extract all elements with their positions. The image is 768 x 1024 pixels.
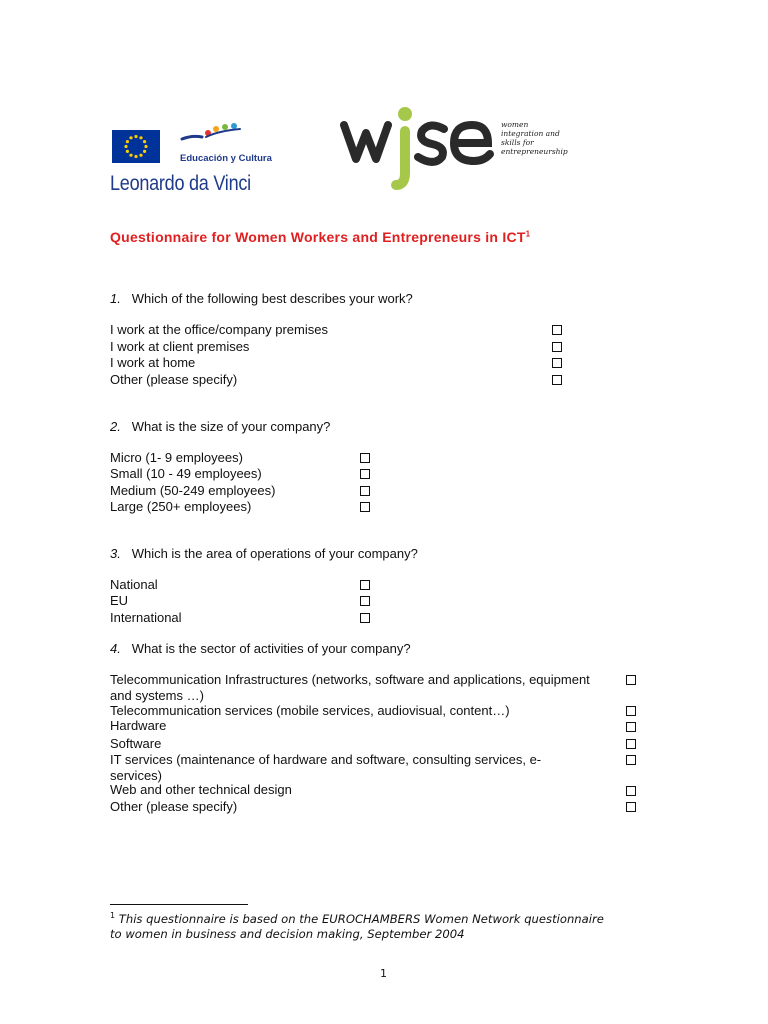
option-label: I work at home bbox=[110, 355, 196, 370]
question-text: What is the sector of activities of your company? bbox=[131, 641, 411, 656]
wise-tagline-line: women bbox=[501, 120, 529, 129]
checkbox[interactable] bbox=[360, 469, 370, 479]
eu-flag-logo bbox=[112, 130, 160, 163]
title-footnote-ref: 1 bbox=[525, 229, 531, 239]
option-label: IT services (maintenance of hardware and software, consulting services, e-services) bbox=[110, 752, 542, 783]
question-number: 3. bbox=[110, 546, 121, 561]
option-label: National bbox=[110, 577, 158, 592]
option-label: Large (250+ employees) bbox=[110, 499, 252, 514]
wise-tagline-line: entrepreneurship bbox=[501, 147, 568, 156]
checkbox[interactable] bbox=[552, 358, 562, 368]
question-number: 2. bbox=[110, 419, 121, 434]
education-culture-swoosh-logo bbox=[180, 121, 246, 145]
question-3-heading bbox=[110, 546, 418, 561]
programme-name: Leonardo da Vinci bbox=[110, 172, 251, 195]
option-label: I work at client premises bbox=[110, 339, 250, 354]
option-label: Software bbox=[110, 736, 162, 751]
checkbox[interactable] bbox=[360, 613, 370, 623]
question-number: 1. bbox=[110, 291, 121, 306]
title-text: Questionnaire for Women Workers and Entrepreneurs in ICT bbox=[110, 229, 526, 245]
question-1-heading bbox=[110, 291, 413, 306]
checkbox[interactable] bbox=[626, 675, 636, 685]
option-label: Hardware bbox=[110, 718, 167, 733]
checkbox[interactable] bbox=[360, 502, 370, 512]
option-label: Small (10 - 49 employees) bbox=[110, 466, 262, 481]
checkbox[interactable] bbox=[626, 739, 636, 749]
checkbox[interactable] bbox=[626, 706, 636, 716]
checkbox[interactable] bbox=[626, 722, 636, 732]
wise-tagline-line: integration and bbox=[501, 129, 560, 138]
checkbox[interactable] bbox=[626, 755, 636, 765]
question-text: What is the size of your company? bbox=[131, 419, 331, 434]
checkbox[interactable] bbox=[552, 342, 562, 352]
footnote-marker: 1 bbox=[110, 911, 116, 920]
footnote-text: This questionnaire is based on the EUROCHAMBERS Women Network questionnaire to women in business and decision making, September 2004 bbox=[110, 911, 604, 941]
option-label: EU bbox=[110, 593, 129, 608]
question-2-heading bbox=[110, 419, 330, 434]
footnote-separator bbox=[110, 904, 248, 905]
option-label: I work at the office/company premises bbox=[110, 322, 328, 337]
page-number: 1 bbox=[380, 967, 387, 980]
option-label: International bbox=[110, 610, 182, 625]
checkbox[interactable] bbox=[552, 375, 562, 385]
department-label: Educación y Cultura bbox=[180, 153, 272, 164]
option-label: Telecommunication Infrastructures (networks, software and applications, equipment and systems …) bbox=[110, 672, 590, 703]
checkbox[interactable] bbox=[360, 580, 370, 590]
question-text: Which is the area of operations of your company? bbox=[131, 546, 418, 561]
checkbox[interactable] bbox=[360, 486, 370, 496]
checkbox[interactable] bbox=[626, 802, 636, 812]
checkbox[interactable] bbox=[626, 786, 636, 796]
question-number: 4. bbox=[110, 641, 121, 656]
option-label: Micro (1- 9 employees) bbox=[110, 450, 243, 465]
questionnaire-title bbox=[110, 229, 530, 245]
footnote bbox=[110, 908, 610, 942]
checkbox[interactable] bbox=[552, 325, 562, 335]
checkbox[interactable] bbox=[360, 453, 370, 463]
question-4-heading bbox=[110, 641, 411, 656]
question-text: Which of the following best describes your work? bbox=[131, 291, 413, 306]
wise-tagline bbox=[501, 120, 568, 156]
checkbox[interactable] bbox=[360, 596, 370, 606]
option-label: Other (please specify) bbox=[110, 372, 238, 387]
wise-tagline-line: skills for bbox=[501, 138, 534, 147]
option-label: Medium (50-249 employees) bbox=[110, 483, 276, 498]
option-label: Web and other technical design bbox=[110, 782, 292, 797]
option-label: Telecommunication services (mobile services, audiovisual, content…) bbox=[110, 703, 510, 718]
option-label: Other (please specify) bbox=[110, 799, 238, 814]
